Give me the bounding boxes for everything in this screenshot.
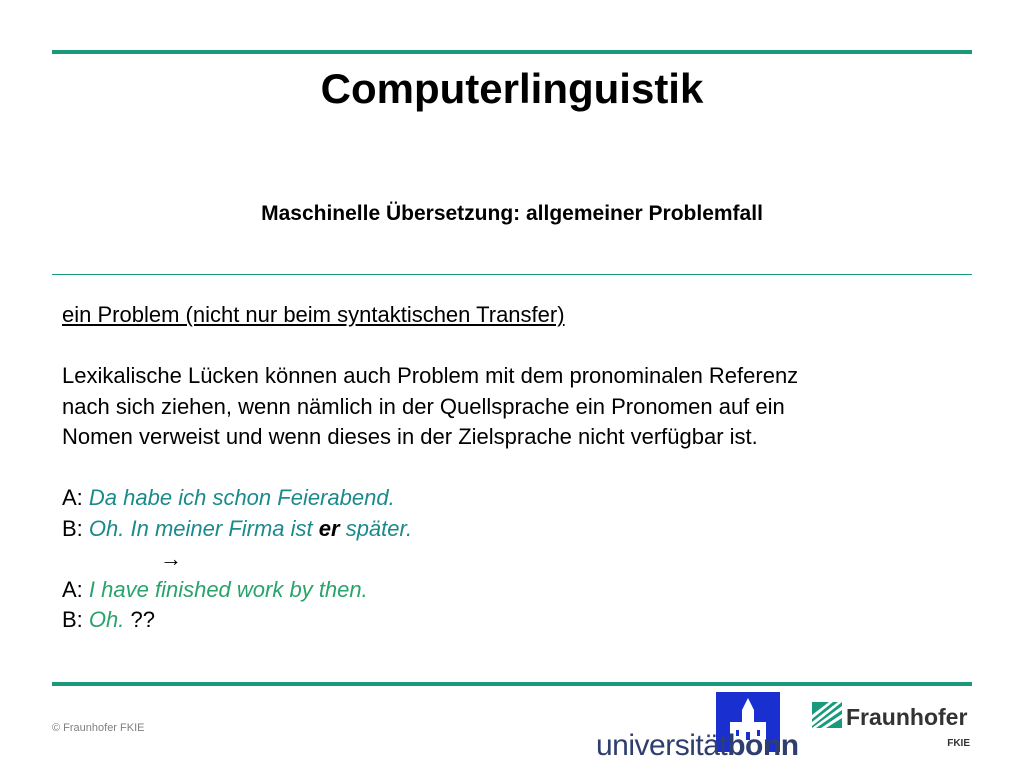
- paragraph-line-3: Nomen verweist und wenn dieses in der Zielsprache nicht verfügbar ist.: [62, 424, 758, 449]
- content-heading: ein Problem (nicht nur beim syntaktischen Transfer): [62, 302, 565, 327]
- speaker-label: A:: [62, 485, 83, 510]
- dialog-en-a: [62, 575, 962, 606]
- example-text: Da habe ich schon Feierabend.: [88, 485, 395, 510]
- fraunhofer-logo: [812, 702, 977, 752]
- fraunhofer-institute: FKIE: [947, 738, 970, 749]
- dialog-de-a: [62, 483, 962, 514]
- fraunhofer-wordmark: Fraunhofer: [846, 704, 968, 730]
- speaker-label: B:: [62, 607, 83, 632]
- example-text: Oh. In meiner Firma ist er später.: [88, 515, 413, 541]
- fraunhofer-mark-icon: [812, 702, 842, 728]
- dialog-de-b: [62, 514, 962, 545]
- arrow-icon: →: [160, 546, 182, 571]
- paragraph-line-2: nach sich ziehen, wenn nämlich in der Quellsprache ein Pronomen auf ein: [62, 393, 785, 419]
- top-rule: [52, 50, 972, 54]
- slide-subtitle: Maschinelle Übersetzung: allgemeiner Problemfall: [261, 202, 763, 225]
- copyright-notice: © Fraunhofer FKIE: [52, 722, 145, 734]
- example-text: I have finished work by then.: [88, 576, 368, 602]
- dialog-en-b: [62, 605, 962, 636]
- pronoun-emphasis: er: [318, 515, 340, 541]
- header-divider: [52, 274, 972, 275]
- university-bonn-logo: [596, 692, 799, 762]
- example-text: Oh.: [88, 607, 125, 632]
- slide-content: [62, 300, 962, 636]
- unknown-marker: ??: [130, 607, 155, 632]
- speaker-label: B:: [62, 515, 83, 541]
- slide-title: Computerlinguistik: [320, 65, 704, 112]
- bonn-wordmark: universitätbonn: [596, 729, 799, 762]
- paragraph-line-1: Lexikalische Lücken können auch Problem mit dem pronominalen Referenz: [62, 363, 799, 388]
- speaker-label: A:: [62, 576, 83, 602]
- bottom-rule: [52, 682, 972, 686]
